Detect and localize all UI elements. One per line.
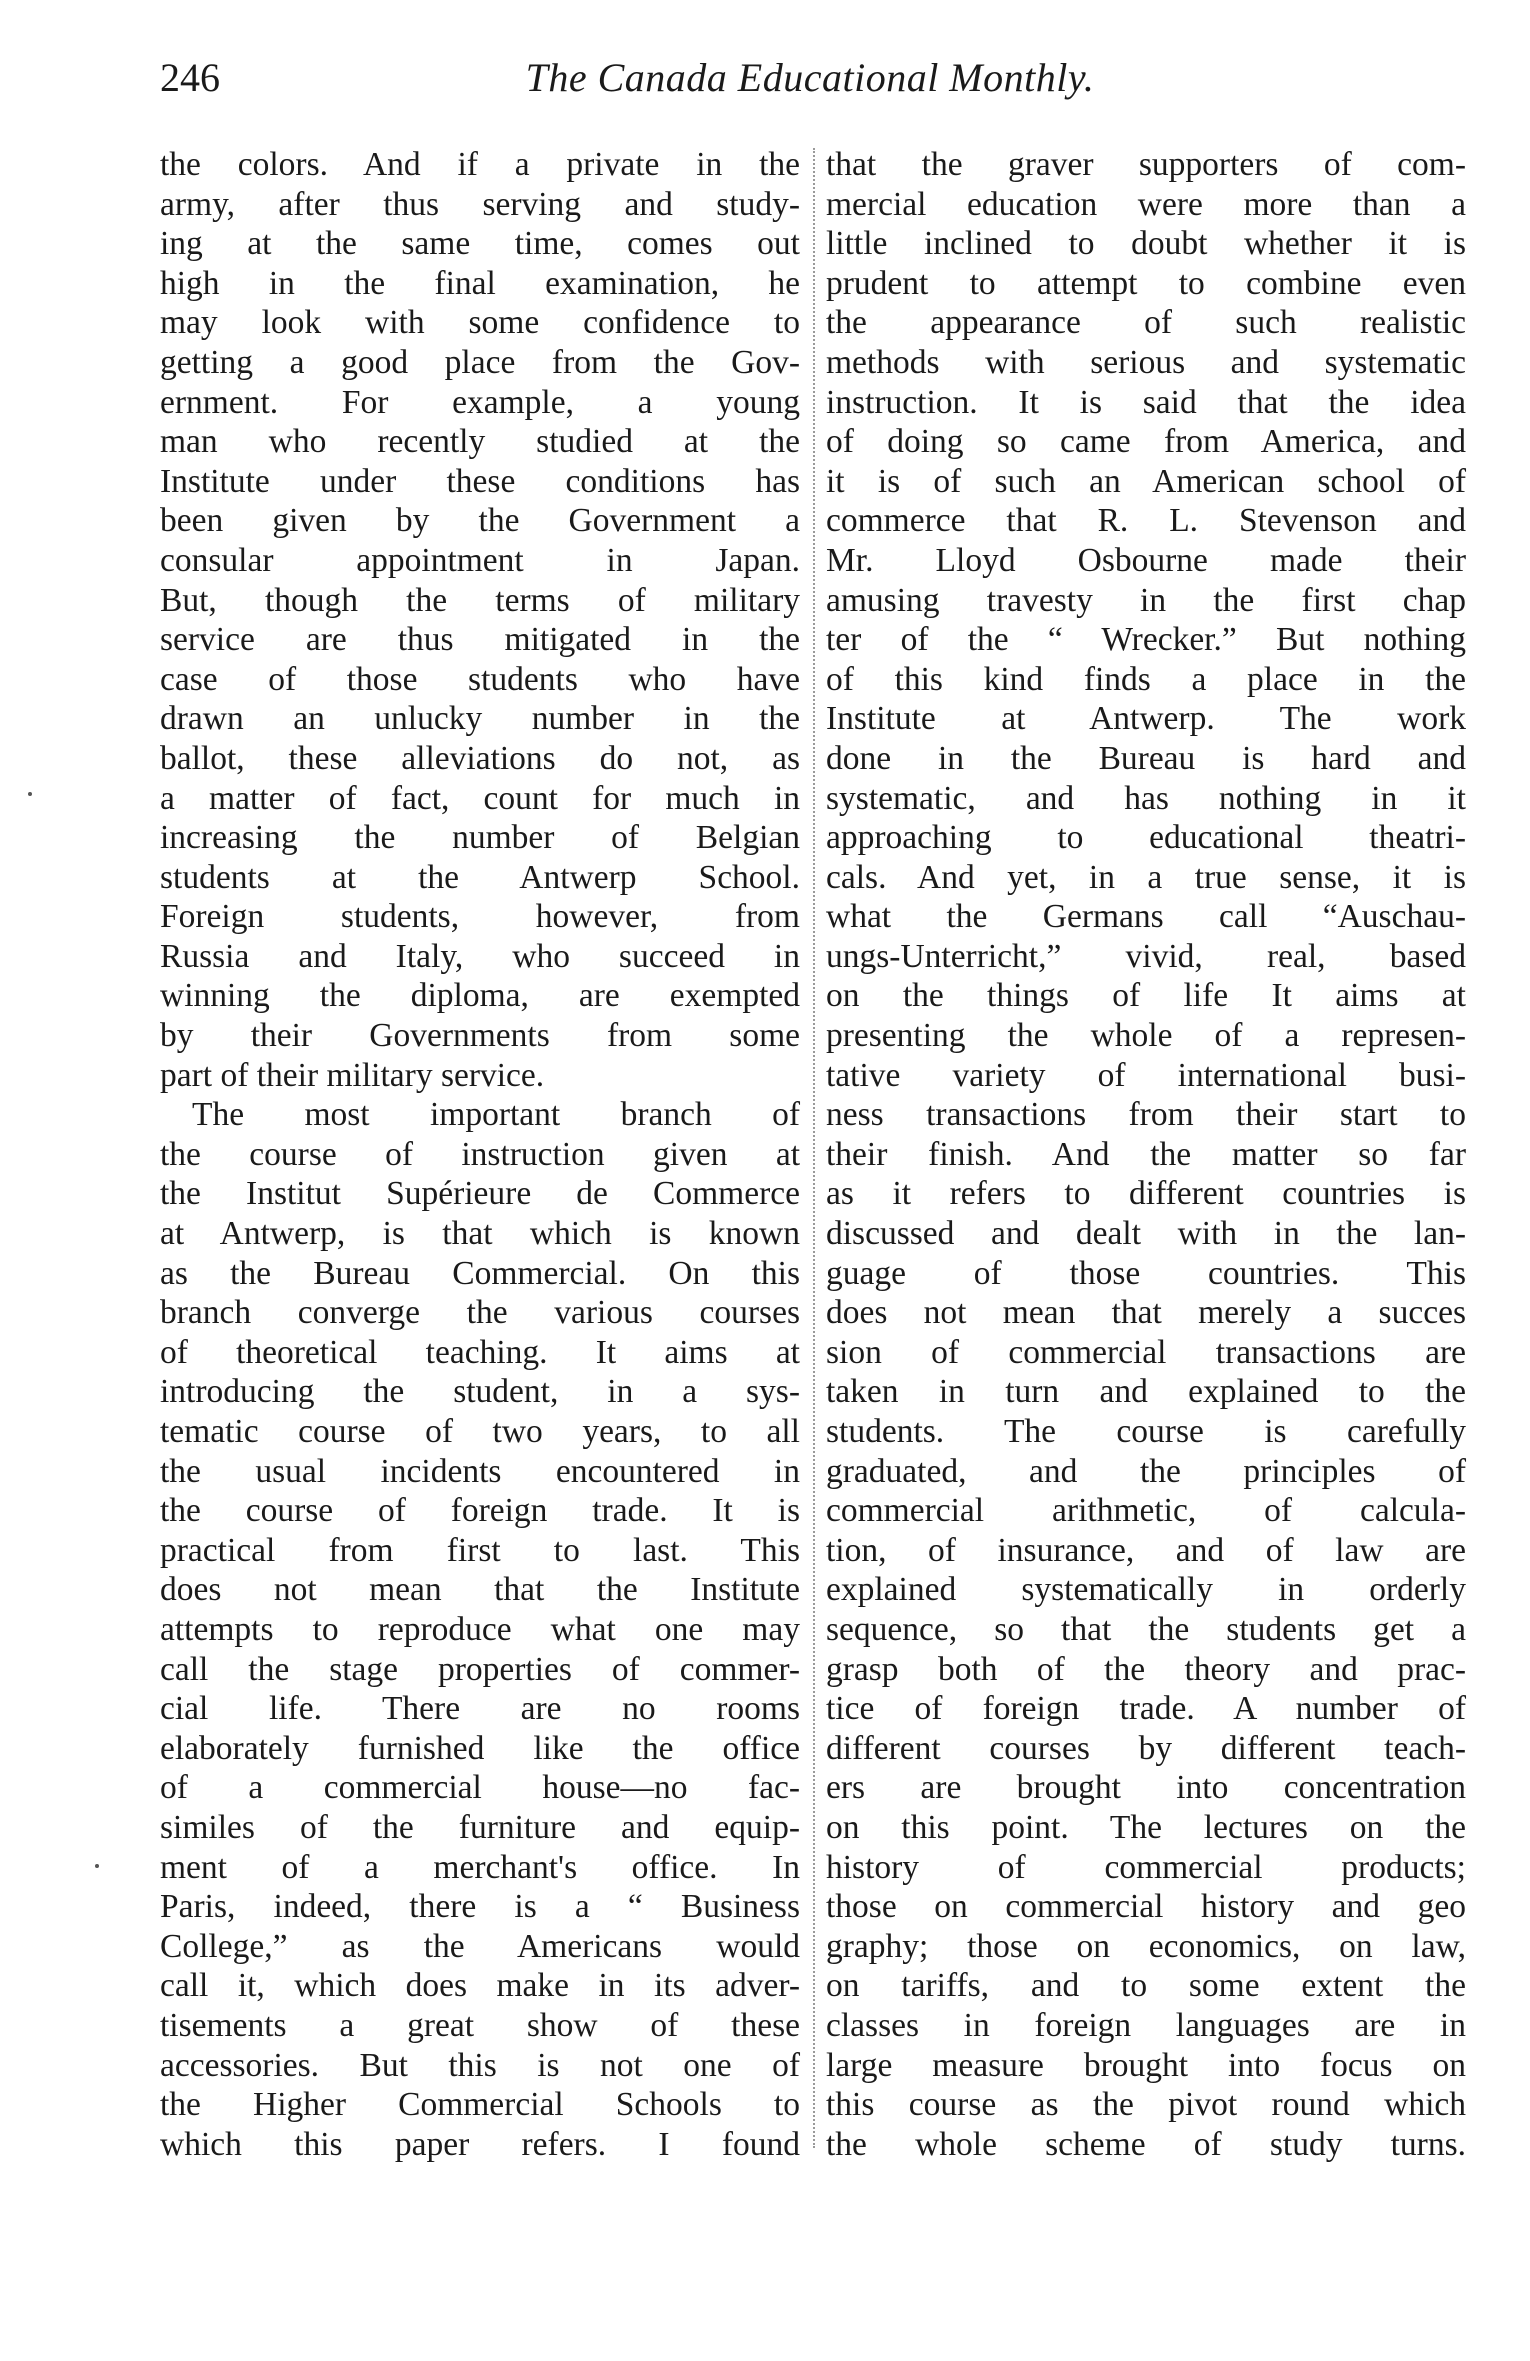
right-column-line: history of commercial products; <box>826 1848 1466 1886</box>
left-column-line: Russia and Italy, who succeed in <box>160 937 800 975</box>
running-title: The Canada Educational Monthly. <box>525 55 1095 100</box>
right-column-line: students. The course is carefully <box>826 1413 1466 1450</box>
left-column-line: been given by the Government a <box>160 502 800 540</box>
left-column-line: getting a good place from the Gov- <box>160 343 800 381</box>
left-column-line: Foreign students, however, from <box>160 898 800 936</box>
left-column-line: cial life. There are no rooms <box>160 1690 800 1728</box>
right-column-line: those on commercial history and geo <box>826 1888 1466 1926</box>
left-column-line: may look with some confidence to <box>160 304 800 342</box>
column-divider <box>813 148 815 2148</box>
left-column-line: the course of instruction given at <box>160 1135 800 1173</box>
left-column-line: elaborately furnished like the office <box>160 1729 800 1767</box>
right-column-line: methods with serious and systematic <box>826 343 1466 381</box>
left-column-line: branch converge the various courses <box>160 1294 800 1332</box>
right-column-line: presenting the whole of a represen- <box>826 1017 1466 1055</box>
right-column-line: discussed and dealt with in the lan- <box>826 1215 1466 1253</box>
right-column-line: ungs-Unterricht,” vivid, real, based <box>826 937 1466 975</box>
right-column-line: large measure brought into focus on <box>826 2046 1466 2084</box>
left-column-line: students at the Antwerp School. <box>160 858 800 896</box>
right-column-line: commerce that R. L. Stevenson and <box>826 502 1466 540</box>
right-column-line: what the Germans call “Auschau- <box>826 898 1466 936</box>
left-column-line: accessories. But this is not one of <box>160 2046 800 2084</box>
left-column-line: drawn an unlucky number in the <box>160 700 800 738</box>
right-column-line: classes in foreign languages are in <box>826 2006 1466 2044</box>
left-column-line: winning the diploma, are exempted <box>160 977 800 1015</box>
left-column-line: ernment. For example, a young <box>160 383 800 421</box>
right-column-line: graphy; those on economics, on law, <box>826 1927 1466 1965</box>
right-column-line: cals. And yet, in a true sense, it is <box>826 858 1466 896</box>
right-column-line: guage of those countries. This <box>826 1254 1466 1292</box>
right-column-line: grasp both of the theory and prac- <box>826 1650 1466 1688</box>
left-column-line: service are thus mitigated in the <box>160 621 800 659</box>
left-column-line: of theoretical teaching. It aims at <box>160 1333 800 1371</box>
left-column-line: Paris, indeed, there is a “ Business <box>160 1888 800 1926</box>
left-column-line: practical from first to last. This <box>160 1531 800 1569</box>
left-column-line: College,” as the Americans would <box>160 1927 800 1965</box>
left-column-line: tematic course of two years, to all <box>160 1413 800 1450</box>
left-column-line: increasing the number of Belgian <box>160 819 800 857</box>
left-column-line: ballot, these alleviations do not, as <box>160 739 800 777</box>
right-column-line: different courses by different teach- <box>826 1729 1466 1767</box>
left-column-line: introducing the student, in a sys- <box>160 1373 800 1411</box>
right-column-line: little inclined to doubt whether it is <box>826 225 1466 263</box>
left-column-line: similes of the furniture and equip- <box>160 1808 800 1846</box>
right-column-line: ness transactions from their start to <box>826 1096 1466 1134</box>
left-column-line: attempts to reproduce what one may <box>160 1610 800 1648</box>
right-column-line: done in the Bureau is hard and <box>826 739 1466 777</box>
right-column-line: does not mean that merely a succes <box>826 1294 1466 1332</box>
left-column-line: the course of foreign trade. It is <box>160 1492 800 1530</box>
left-column-line: a matter of fact, count for much in <box>160 779 800 817</box>
right-column-line: it is of such an American school of <box>826 462 1466 500</box>
left-column-line: the colors. And if a private in the <box>160 146 800 183</box>
left-column-line: as the Bureau Commercial. On this <box>160 1254 800 1292</box>
right-column-line: approaching to educational theatri- <box>826 819 1466 857</box>
right-column-line: of this kind finds a place in the <box>826 660 1466 698</box>
right-column-line: instruction. It is said that the idea <box>826 383 1466 421</box>
right-column-line: ter of the “ Wrecker.” But nothing <box>826 621 1466 659</box>
right-column-line: tative variety of international busi- <box>826 1056 1466 1094</box>
left-column-line: the Institut Supérieure de Commerce <box>160 1175 800 1213</box>
left-column-line: the Higher Commercial Schools to <box>160 2086 800 2124</box>
right-column-line: sequence, so that the students get a <box>826 1610 1466 1648</box>
right-column-line: of doing so came from America, and <box>826 423 1466 461</box>
right-column-line: the whole scheme of study turns. <box>826 2125 1466 2163</box>
left-text-column <box>160 145 800 2164</box>
page-header <box>160 48 1460 108</box>
left-column-line: which this paper refers. I found <box>160 2125 800 2163</box>
page-number: 246 <box>160 55 220 100</box>
right-column-line: ers are brought into concentration <box>826 1769 1466 1807</box>
left-column-line: consular appointment in Japan. <box>160 541 800 579</box>
left-column-line: army, after thus serving and study- <box>160 185 800 223</box>
left-column-line: case of those students who have <box>160 660 800 698</box>
left-column-line: ment of a merchant's office. In <box>160 1848 800 1886</box>
right-column-line: tice of foreign trade. A number of <box>826 1690 1466 1728</box>
right-column-line: their finish. And the matter so far <box>826 1135 1466 1173</box>
right-column-line: that the graver supporters of com- <box>826 146 1466 183</box>
left-column-line: But, though the terms of military <box>160 581 800 619</box>
margin-speck <box>95 1864 99 1868</box>
right-column-line: mercial education were more than a <box>826 185 1466 223</box>
right-column-line: on this point. The lectures on the <box>826 1808 1466 1846</box>
margin-speck <box>28 792 32 796</box>
left-column-line: call it, which does make in its adver- <box>160 1967 800 2005</box>
right-column-line: graduated, and the principles of <box>826 1452 1466 1490</box>
right-column-line: amusing travesty in the first chap <box>826 581 1466 619</box>
right-column-line: taken in turn and explained to the <box>826 1373 1466 1411</box>
left-column-line: man who recently studied at the <box>160 423 800 461</box>
left-column-line: by their Governments from some <box>160 1017 800 1055</box>
right-text-column <box>826 145 1466 2164</box>
left-column-line: the usual incidents encountered in <box>160 1452 800 1490</box>
left-column-line: at Antwerp, is that which is known <box>160 1215 800 1253</box>
right-column-line: on tariffs, and to some extent the <box>826 1967 1466 2005</box>
left-column-line: The most important branch of <box>192 1096 800 1134</box>
left-column-line: of a commercial house—no fac- <box>160 1769 800 1807</box>
left-column-line: Institute under these conditions has <box>160 462 800 500</box>
right-column-line: on the things of life It aims at <box>826 977 1466 1015</box>
left-column-line: ing at the same time, comes out <box>160 225 800 263</box>
right-column-line: sion of commercial transactions are <box>826 1333 1466 1371</box>
right-column-line: as it refers to different countries is <box>826 1175 1466 1213</box>
left-column-line: part of their military service. <box>160 1056 545 1094</box>
right-column-line: systematic, and has nothing in it <box>826 779 1466 817</box>
right-column-line: this course as the pivot round which <box>826 2086 1466 2124</box>
left-column-line: call the stage properties of commer- <box>160 1650 800 1688</box>
left-column-line: tisements a great show of these <box>160 2006 800 2044</box>
right-column-line: Mr. Lloyd Osbourne made their <box>826 541 1466 579</box>
right-column-line: prudent to attempt to combine even <box>826 264 1466 302</box>
right-column-line: explained systematically in orderly <box>826 1571 1466 1609</box>
right-column-line: tion, of insurance, and of law are <box>826 1531 1466 1569</box>
right-column-line: Institute at Antwerp. The work <box>826 700 1466 738</box>
right-column-line: the appearance of such realistic <box>826 304 1466 342</box>
left-column-line: does not mean that the Institute <box>160 1571 800 1609</box>
right-column-line: commercial arithmetic, of calcula- <box>826 1492 1466 1530</box>
left-column-line: high in the final examination, he <box>160 264 800 302</box>
